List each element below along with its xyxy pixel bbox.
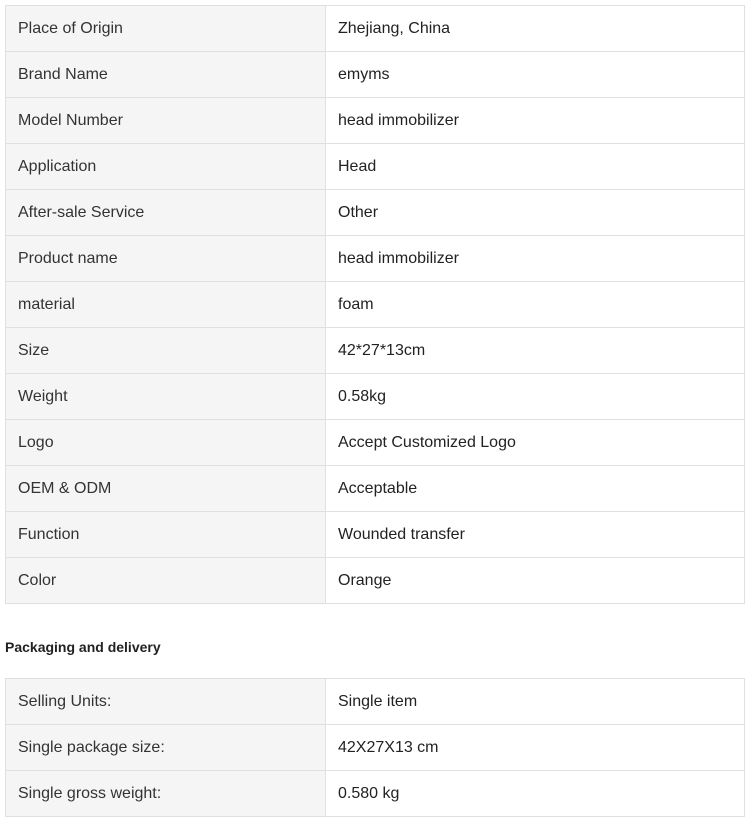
attributes-table <box>5 5 745 604</box>
table-row <box>6 771 745 817</box>
attribute-value: Head <box>326 144 745 190</box>
table-row <box>6 144 745 190</box>
table-row <box>6 374 745 420</box>
packaging-heading: Packaging and delivery <box>5 639 161 655</box>
attribute-value: head immobilizer <box>326 236 745 282</box>
table-row <box>6 6 745 52</box>
packaging-value: 42X27X13 cm <box>326 725 745 771</box>
attribute-value: Other <box>326 190 745 236</box>
attribute-key: Weight <box>6 374 326 420</box>
packaging-table <box>5 678 745 817</box>
table-row <box>6 98 745 144</box>
table-row <box>6 236 745 282</box>
packaging-key: Selling Units: <box>6 679 326 725</box>
attribute-value: foam <box>326 282 745 328</box>
attribute-value: Accept Customized Logo <box>326 420 745 466</box>
table-row <box>6 282 745 328</box>
attribute-key: Logo <box>6 420 326 466</box>
attribute-key: material <box>6 282 326 328</box>
table-row <box>6 466 745 512</box>
attribute-key: Model Number <box>6 98 326 144</box>
table-row <box>6 52 745 98</box>
attribute-key: After-sale Service <box>6 190 326 236</box>
packaging-key: Single package size: <box>6 725 326 771</box>
attribute-value: 42*27*13cm <box>326 328 745 374</box>
attribute-value: Wounded transfer <box>326 512 745 558</box>
table-row <box>6 512 745 558</box>
attribute-key: Color <box>6 558 326 604</box>
attribute-key: Brand Name <box>6 52 326 98</box>
attribute-key: Function <box>6 512 326 558</box>
attribute-key: Size <box>6 328 326 374</box>
table-row <box>6 679 745 725</box>
table-row <box>6 420 745 466</box>
attribute-key: Place of Origin <box>6 6 326 52</box>
attribute-value: Acceptable <box>326 466 745 512</box>
packaging-value: Single item <box>326 679 745 725</box>
attribute-value: Zhejiang, China <box>326 6 745 52</box>
attribute-key: Application <box>6 144 326 190</box>
table-row <box>6 328 745 374</box>
attribute-value: Orange <box>326 558 745 604</box>
packaging-value: 0.580 kg <box>326 771 745 817</box>
attribute-value: emyms <box>326 52 745 98</box>
attribute-value: head immobilizer <box>326 98 745 144</box>
packaging-key: Single gross weight: <box>6 771 326 817</box>
attribute-value: 0.58kg <box>326 374 745 420</box>
table-row <box>6 725 745 771</box>
attribute-key: OEM & ODM <box>6 466 326 512</box>
table-row <box>6 190 745 236</box>
attribute-key: Product name <box>6 236 326 282</box>
table-row <box>6 558 745 604</box>
